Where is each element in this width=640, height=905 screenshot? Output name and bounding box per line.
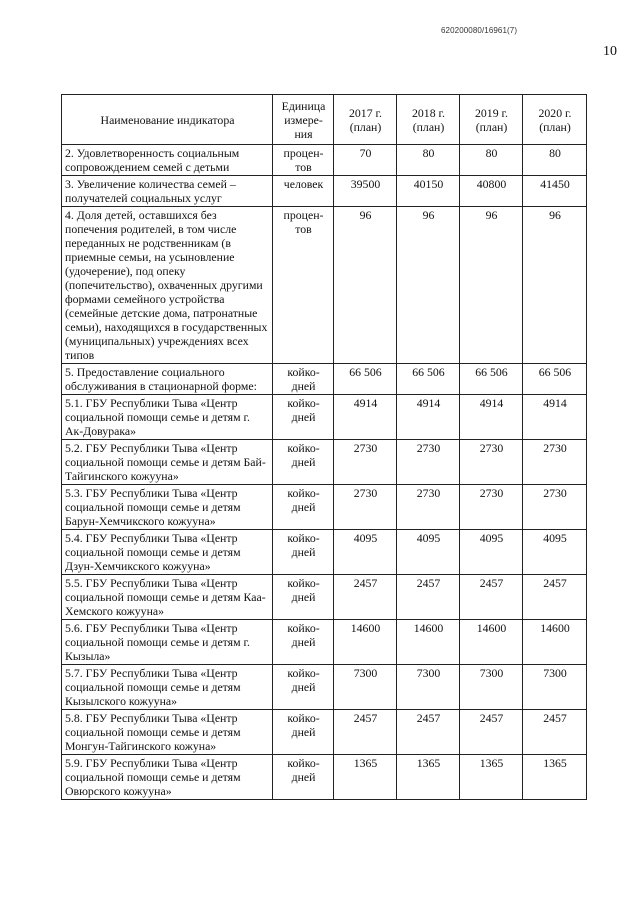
indicator-name-cell: 5.2. ГБУ Республики Тыва «Центр социальной помощи семье и детям Бай-Тайгинского кожууна» [62,440,273,485]
unit-cell: койко-дней [273,440,334,485]
column-header-plan-label: (план) [539,119,571,134]
plan-value-cell: 2457 [397,575,460,620]
plan-value-cell: 4914 [334,395,397,440]
plan-value-cell: 80 [397,145,460,176]
unit-cell: койко-дней [273,395,334,440]
unit-cell: койко-дней [273,755,334,800]
indicator-name-cell: 3. Увеличение количества семей – получателей социальных услуг [62,176,273,207]
plan-value-cell: 14600 [397,620,460,665]
unit-cell: процен-тов [273,207,334,364]
plan-value-cell: 2730 [397,440,460,485]
unit-cell: койко-дней [273,575,334,620]
plan-value-cell: 2730 [460,485,523,530]
indicator-name-cell: 5. Предоставление социального обслуживания в стационарной форме: [62,364,273,395]
table-body [62,145,587,800]
plan-value-cell: 66 506 [397,364,460,395]
plan-value-cell: 14600 [334,620,397,665]
plan-value-cell: 80 [460,145,523,176]
plan-value-cell: 39500 [334,176,397,207]
unit-cell: койко-дней [273,665,334,710]
document-code: 620200080/16961(7) [441,26,518,35]
unit-cell: койко-дней [273,364,334,395]
column-header-year [460,95,523,145]
table-row [62,755,587,800]
plan-value-cell: 1365 [460,755,523,800]
plan-value-cell: 4095 [334,530,397,575]
table-row [62,575,587,620]
plan-value-cell: 4095 [523,530,587,575]
table-row [62,665,587,710]
plan-value-cell: 4095 [460,530,523,575]
plan-value-cell: 4914 [397,395,460,440]
unit-cell: койко-дней [273,485,334,530]
plan-value-cell: 1365 [523,755,587,800]
plan-value-cell: 7300 [523,665,587,710]
table-row [62,440,587,485]
column-header-year [334,95,397,145]
indicator-name-cell: 2. Удовлетворенность социальным сопровождением семей с детьми [62,145,273,176]
indicator-name-cell: 5.4. ГБУ Республики Тыва «Центр социальной помощи семье и детям Дзун-Хемчикского кожууна» [62,530,273,575]
indicator-name-cell: 5.1. ГБУ Республики Тыва «Центр социальной помощи семье и детям г. Ак-Довурака» [62,395,273,440]
unit-cell: койко-дней [273,530,334,575]
plan-value-cell: 1365 [397,755,460,800]
plan-value-cell: 66 506 [523,364,587,395]
table-row [62,530,587,575]
plan-value-cell: 2730 [334,485,397,530]
plan-value-cell: 2457 [460,710,523,755]
plan-value-cell: 2730 [460,440,523,485]
plan-value-cell: 2457 [334,575,397,620]
plan-value-cell: 40800 [460,176,523,207]
plan-value-cell: 2457 [334,710,397,755]
page-number: 10 [603,44,617,59]
column-header-year-label: 2017 г. [349,105,382,120]
unit-cell: койко-дней [273,710,334,755]
unit-cell: человек [273,176,334,207]
plan-value-cell: 96 [334,207,397,364]
plan-value-cell: 7300 [460,665,523,710]
indicator-name-cell: 4. Доля детей, оставшихся без попечения родителей, в том числе переданных не родственникам (в приемные семьи, на усыновление (удочерение), под опеку (попечительство), охваченных другими формами семейного устройства (семейные детские дома, патронатные семьи), находящихся в государственных (муниципальных) учреждениях всех типов [62,207,273,364]
table-row [62,710,587,755]
plan-value-cell: 7300 [397,665,460,710]
plan-value-cell: 4914 [460,395,523,440]
column-header-year [523,95,587,145]
column-header-indicator: Наименование индикатора [62,95,273,145]
table-row [62,364,587,395]
plan-value-cell: 4095 [397,530,460,575]
indicators-table [61,94,587,800]
plan-value-cell: 4914 [523,395,587,440]
plan-value-cell: 2730 [334,440,397,485]
column-header-plan-label: (план) [349,119,382,134]
indicator-name-cell: 5.5. ГБУ Республики Тыва «Центр социальной помощи семье и детям Каа-Хемского кожууна» [62,575,273,620]
plan-value-cell: 80 [523,145,587,176]
table-row [62,145,587,176]
plan-value-cell: 1365 [334,755,397,800]
plan-value-cell: 2730 [523,485,587,530]
column-header-plan-label: (план) [412,119,445,134]
indicator-name-cell: 5.3. ГБУ Республики Тыва «Центр социальной помощи семье и детям Барун-Хемчикского кожууна» [62,485,273,530]
plan-value-cell: 66 506 [460,364,523,395]
indicator-name-cell: 5.8. ГБУ Республики Тыва «Центр социальной помощи семье и детям Монгун-Тайгинского кожуна» [62,710,273,755]
column-header-year-label: 2019 г. [475,105,508,120]
plan-value-cell: 2457 [460,575,523,620]
plan-value-cell: 41450 [523,176,587,207]
indicator-name-cell: 5.7. ГБУ Республики Тыва «Центр социальной помощи семье и детям Кызылского кожууна» [62,665,273,710]
plan-value-cell: 96 [523,207,587,364]
plan-value-cell: 66 506 [334,364,397,395]
column-header-year-label: 2018 г. [412,105,445,120]
column-header-unit: Единица измере-ния [273,95,334,145]
plan-value-cell: 2457 [397,710,460,755]
column-header-plan-label: (план) [475,119,508,134]
table-row [62,176,587,207]
indicator-name-cell: 5.6. ГБУ Республики Тыва «Центр социальной помощи семье и детям г. Кызыла» [62,620,273,665]
plan-value-cell: 7300 [334,665,397,710]
table-row [62,485,587,530]
plan-value-cell: 2730 [523,440,587,485]
plan-value-cell: 96 [460,207,523,364]
unit-cell: процен-тов [273,145,334,176]
unit-cell: койко-дней [273,620,334,665]
column-header-year [397,95,460,145]
plan-value-cell: 2730 [397,485,460,530]
plan-value-cell: 96 [397,207,460,364]
plan-value-cell: 70 [334,145,397,176]
plan-value-cell: 2457 [523,710,587,755]
table-row [62,620,587,665]
plan-value-cell: 40150 [397,176,460,207]
indicator-name-cell: 5.9. ГБУ Республики Тыва «Центр социальной помощи семье и детям Овюрского кожууна» [62,755,273,800]
table-header-row [62,95,587,145]
plan-value-cell: 14600 [523,620,587,665]
plan-value-cell: 14600 [460,620,523,665]
table-row [62,207,587,364]
column-header-year-label: 2020 г. [538,105,572,120]
plan-value-cell: 2457 [523,575,587,620]
table-row [62,395,587,440]
